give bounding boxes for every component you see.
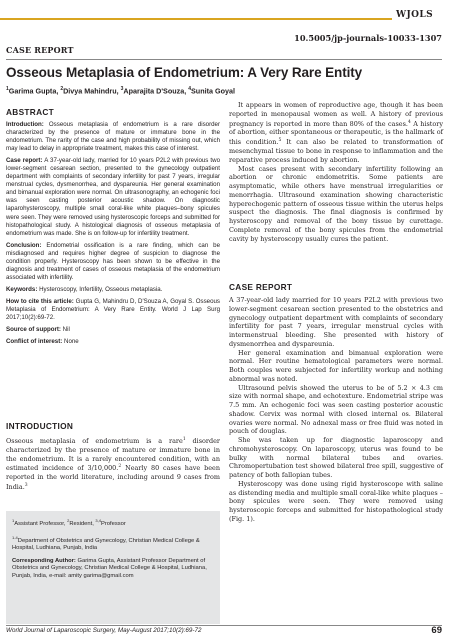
corresponding-author <box>12 558 214 581</box>
author-name: Divya Mahindru <box>63 86 117 96</box>
text: Nil <box>60 326 70 334</box>
abstract-conflict <box>6 338 220 346</box>
footnote-box <box>6 511 220 624</box>
article-type-rule <box>6 59 442 60</box>
article-type: CASE REPORT <box>6 45 74 55</box>
label: How to cite this article: <box>6 297 74 305</box>
text: Professor <box>100 520 126 527</box>
text: A 37-year-old lady, married for 10 years P2L2 with previous two lower-segment cesarean section, presented to the gynecology outpatient department with complaints of secondary infertility for past 7 years, irregular menstrual cycles, dysmenorrhea, and dyspareunia. Her general examination and bimanual exploration were normal. On ultrasonography, an echogenic foci was seen casting posterior acoustic shadow. On diagnostic laparohysteroscopy, multiple small coral-like white plaques–bony spicules were seen. They were removed using hysteroscopic forceps and submitted for histopathological study. A histological diagnosis of osseous metaplasia of endometrium was made. She is on follow-up for infertility treatment. <box>6 157 220 237</box>
abstract-support <box>6 326 220 334</box>
text: It can also be related to transformation of mesenchymal tissue to bone in response to inflammation and the reparative process induced by abortion. <box>229 138 443 164</box>
abstract-conclusion <box>6 242 220 282</box>
article-title: Osseous Metaplasia of Endometrium: A Very Rare Entity <box>6 65 363 80</box>
abstract-case-report <box>6 157 220 237</box>
introduction-body <box>6 436 220 492</box>
sup: 1-4 <box>12 534 18 540</box>
author-list: $^1$Garima Gupta, $^2$Divya Mahindru, $^3$Aparajita D'Souza, $^4$Sunita Goyal <box>6 86 235 96</box>
author-name: Sunita Goyal <box>191 86 235 96</box>
abstract-citation <box>6 298 220 322</box>
text: Gupta G, Mahindru D, D'Souza A, Goyal S. Osseous Metaplasia of Endometrium: A Very Rare Entity. World J Lap Surg 2017;10(2):69-72. <box>6 297 220 322</box>
footer-rule <box>6 625 442 626</box>
author-affiliation <box>12 534 214 553</box>
text: Garima Gupta, Assistant Professor Department of Obstetrics and Gynecology, Christian Medical College & Hospital, Ludhiana, Punjab, India, e-mail: amity garima@gmail.com <box>12 557 207 579</box>
case-report-heading: CASE REPORT <box>229 282 293 292</box>
author-name: Garima Gupta <box>8 86 57 96</box>
case-report-body <box>229 296 443 524</box>
label: Corresponding Author: <box>12 557 76 564</box>
sup: 1 <box>12 518 15 523</box>
author-positions <box>12 517 214 529</box>
author-name: Aparajita D'Souza <box>123 86 185 96</box>
paragraph: A 37-year-old lady married for 10 years P2L2 with previous two lower-segment cesarean section presented to the obstetrics and gynecology outpatient department with complaints of secondary infertility for past 7 years, irregular menstrual cycles with intermenstrual bleeding. She presented with history of dysmenorrhea and dyspareunia. <box>229 296 443 348</box>
author-sup: 4 <box>188 86 192 92</box>
text: Osseous metaplasia of endometrium is a rare <box>6 437 183 446</box>
page-number: 69 <box>431 625 442 636</box>
text: Osseous metaplasia of endometrium is a rare disorder characterized by the presence of mature or immature bone in the endometrium. The rarity of the case and high probability of missing out, which may lead to delay in appropriate treatment, makes this case of interest. <box>6 121 220 153</box>
abstract-heading: ABSTRACT <box>6 107 55 117</box>
paragraph <box>6 436 220 492</box>
sup: 2 <box>67 518 70 523</box>
text: None <box>62 338 79 346</box>
paragraph <box>229 101 443 165</box>
paragraph: Ultrasound pelvis showed the uterus to be of 5.2 × 4.3 cm size with normal shape, and echotexture. Endometrial stripe was 7.5 mm. An echogenic foci was seen casting posterior acoustic shadow. Cervix was normal with closed internal os. Bilateral ovaries were normal. No adnexal mass or free fluid was noted in pouch of douglas. <box>229 383 443 436</box>
footnote-content <box>12 517 214 585</box>
citation[interactable]: 4 <box>407 119 411 125</box>
paragraph: Hysteroscopy was done using rigid hysteroscope with saline as distending media and multiple small coral-like white plaques – bony spicules were seen. They were removed using hysteroscopic forceps and submitted for histopathological study (Fig. 1). <box>229 479 443 523</box>
abstract-body <box>6 121 220 350</box>
sup: 3,4 <box>95 518 101 523</box>
label: Keywords: <box>6 285 38 293</box>
text: Endometrial ossification is a rare finding, which can be misdiagnosed and requires higher degree of suspicion to diagnose the condition properly. Hysteroscopy has been shown to be effective in the diagnosis and treatment of cases of osseous metaplasia of the endometrium associated with infertility. <box>6 241 220 281</box>
paragraph: Most cases present with secondary infertility following an abortion or chronic endometritis. Some patients are asymptomatic, while others have menstrual irregularities or menorrhagia. Ultrasound examination showing characteristic hyperechogenic pattern of osseous tissue within the uterus helps suspect the diagnosis. The final diagnosis is confirmed by hysteroscopy and removal of the bony tissue by curettage. Complete removal of the bony spicules from the endometrial cavity by hysteroscopy usually cures the patient. <box>229 164 443 243</box>
paragraph: She was taken up for diagnostic laparoscopy and chromohysteroscopy. On laparoscopy, uterus was found to be bulky with normal bilateral tubes and ovaries. Chromopertubation test showed bilateral free spill, suggestive of patency of both fallopian tubes. <box>229 436 443 479</box>
author-sup: 2 <box>60 86 64 92</box>
header-rule <box>0 18 392 20</box>
right-column-intro <box>229 101 443 243</box>
text: Nearly 80 cases have been reported in the world literature, including around 9 cases from India. <box>6 464 220 492</box>
citation[interactable]: 1 <box>182 437 186 442</box>
author-sup: 1 <box>6 86 9 92</box>
label: Source of support: <box>6 326 61 334</box>
doi[interactable]: 10.5005/jp-journals-10033-1307 <box>294 33 442 43</box>
text: A history of abortion, either spontaneous or therapeutic, is the hallmark of this condition. <box>229 119 443 147</box>
label: Conclusion: <box>6 241 42 249</box>
label: Case report: <box>6 157 43 165</box>
text: It appears in women of reproductive age, though it has been reported in menopausal women as well. A history of previous pregnancy is reported in more than 80% of the cases. <box>229 101 443 128</box>
label: Conflict of interest: <box>6 338 63 346</box>
citation[interactable]: 3 <box>24 483 28 489</box>
citation[interactable]: 5 <box>278 138 282 144</box>
author-sup: 3 <box>120 86 124 92</box>
introduction-heading: INTRODUCTION <box>6 421 74 431</box>
text: Hysteroscopy, Infertility, Osseous metaplasia. <box>37 285 163 293</box>
journal-tag: WJOLS <box>396 10 434 20</box>
text: Assistant Professor, <box>14 520 68 527</box>
label: Introduction: <box>6 121 44 128</box>
text: Resident, <box>69 520 96 527</box>
abstract-keywords <box>6 286 220 294</box>
footer-journal: World Journal of Laparoscopic Surgery, May-August 2017;10(2):69-72 <box>6 627 202 634</box>
abstract-introduction <box>6 121 220 153</box>
paragraph: Her general examination and bimanual exploration were normal. Her routine hematological parameters were normal. Both couples were subjected for infertility workup and nothing abnormal was noted. <box>229 348 443 383</box>
text: Department of Obstetrics and Gynecology, Christian Medical College & Hospital, Ludhiana, Punjab, India <box>12 537 200 552</box>
citation[interactable]: 2 <box>118 464 122 470</box>
text: disorder characterized by the presence of mature or immature bone in the endometrium. It is a rarely encountered condition, with an estimated incidence of 3/10,000. <box>6 437 220 473</box>
